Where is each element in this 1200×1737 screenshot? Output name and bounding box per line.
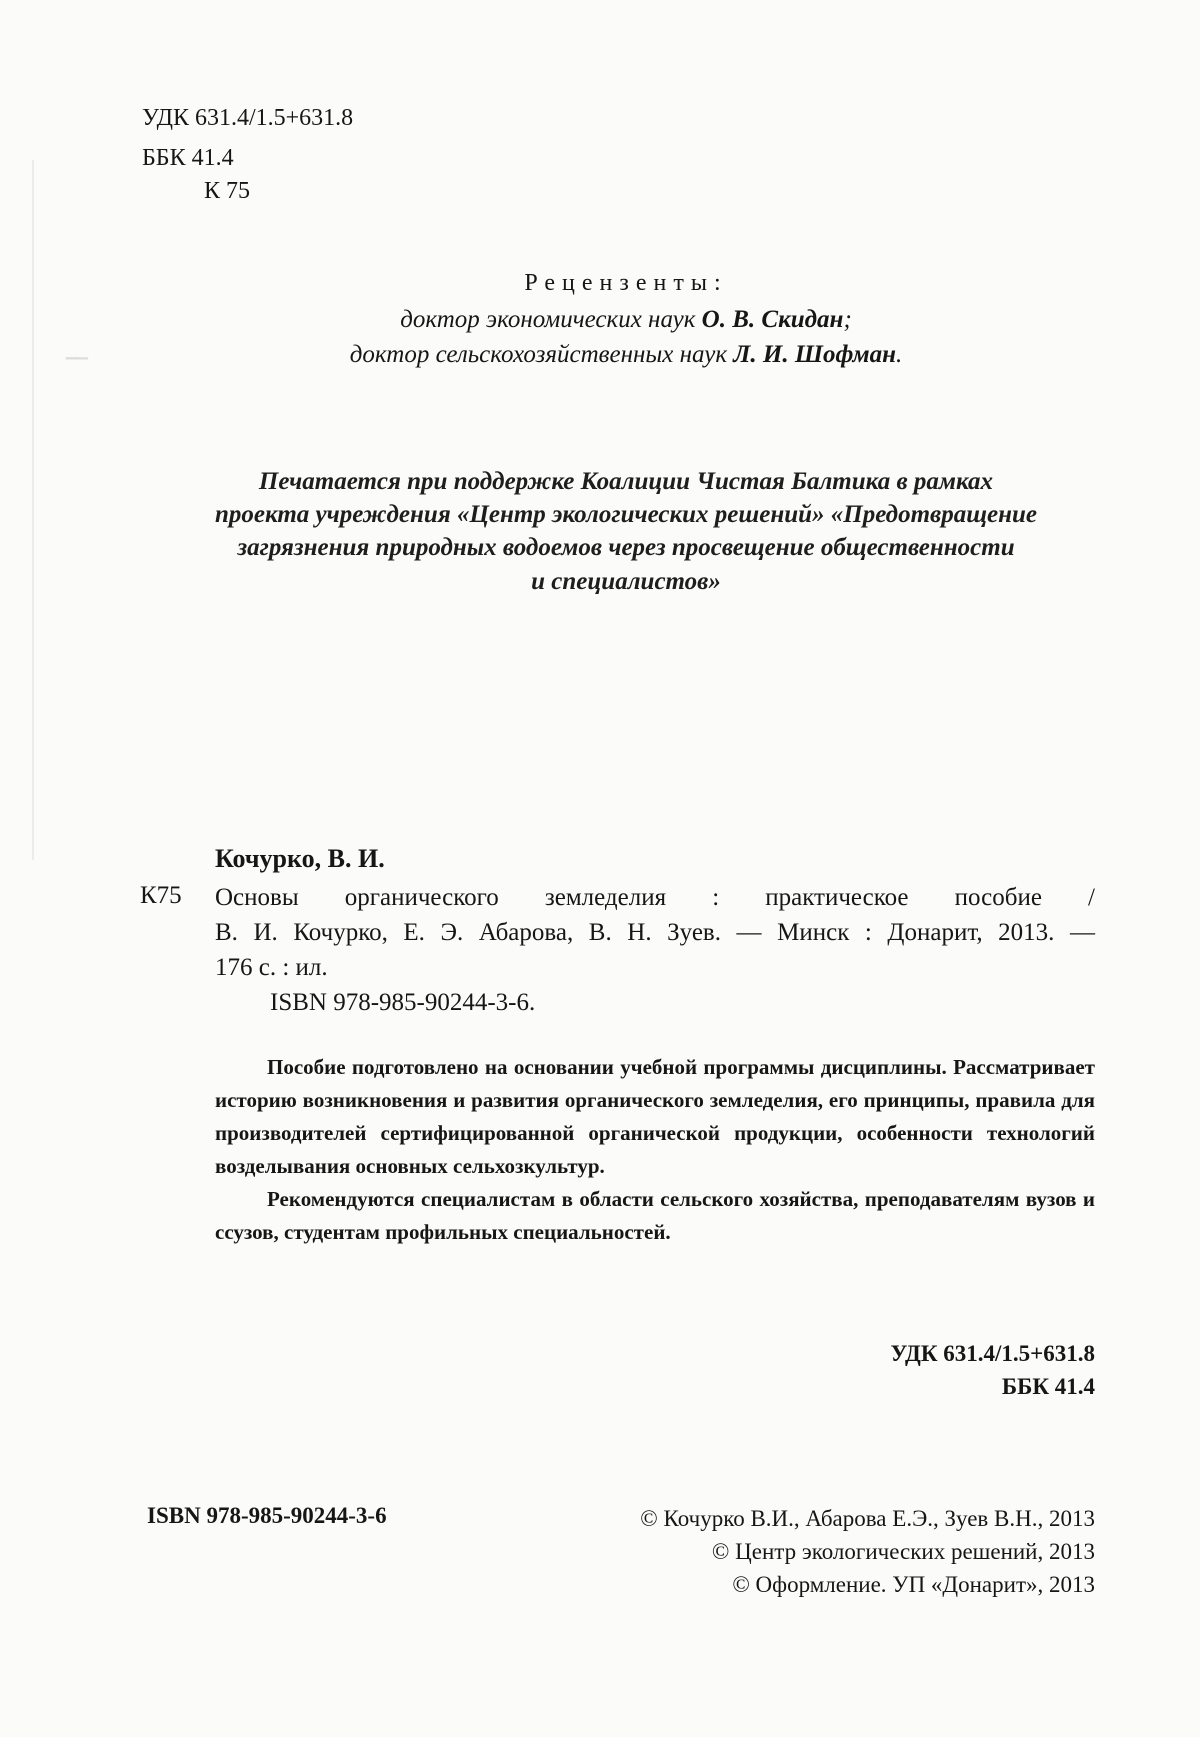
bib-line: 176 с. : ил.: [215, 954, 328, 981]
annotation-paragraph: [215, 1051, 1095, 1183]
annotation-paragraph: [215, 1183, 1095, 1249]
author-mark-top: К 75: [204, 178, 251, 204]
annotation-text: Пособие подготовлено на основании учебной программы дисциплины. Рассматривает историю возникновения и развития органического земледелия, его принципы, правила для производителей сертифицированной органической продукции, особенности технологий возделывания основных сельхозкультур.: [215, 1055, 1095, 1178]
udc-code-bottom: УДК 631.4/1.5+631.8: [890, 1341, 1095, 1366]
udc-code-top: УДК 631.4/1.5+631.8: [142, 105, 354, 131]
copyright-line: © Оформление. УП «Донарит», 2013: [732, 1572, 1095, 1597]
copyright-block: [640, 1502, 1095, 1601]
support-note-line: и специалистов»: [531, 568, 721, 595]
bib-isbn: ISBN 978-985-90244-3-6.: [270, 989, 536, 1016]
bbk-code-top: ББК 41.4: [142, 145, 234, 171]
isbn-bottom: ISBN 978-985-90244-3-6: [147, 1503, 387, 1528]
annotation-text: Рекомендуются специалистам в области сельского хозяйства, преподавателям вузов и ссузов, студентам профильных специальностей.: [215, 1187, 1095, 1244]
bib-record-body: [215, 880, 1095, 1020]
bib-line: Основы органического земледелия : практическое пособие /: [215, 884, 1095, 911]
reviewer-suffix: .: [895, 341, 903, 368]
support-note-line: Печатается при поддержке Коалиции Чистая Балтика в рамках: [258, 468, 994, 495]
bib-line: В. И. Кочурко, Е. Э. Абарова, В. Н. Зуев. — Минск : Донарит, 2013. —: [215, 919, 1095, 946]
classification-bottom: [890, 1337, 1095, 1403]
bib-author-heading: Кочурко, В. И.: [215, 844, 385, 873]
reviewers-heading: Рецензенты:: [524, 270, 728, 296]
reviewer-line: [0, 306, 1200, 334]
reviewer-name: О. В. Скидан: [701, 306, 844, 333]
show-through-mark: ̵̵̵ ̵: [72, 336, 82, 381]
bib-author-code: К75: [140, 882, 182, 909]
copyright-line: © Кочурко В.И., Абарова Е.Э., Зуев В.Н., 2013: [640, 1506, 1095, 1531]
support-note-line: загрязнения природных водоемов через просвещение общественности: [237, 534, 1015, 561]
support-note-line: проекта учреждения «Центр экологических решений» «Предотвращение: [215, 501, 1037, 528]
reviewer-line: [0, 341, 1200, 369]
annotation: [215, 1051, 1095, 1249]
bbk-code-bottom: ББК 41.4: [1001, 1374, 1095, 1399]
reviewer-degree: доктор экономических наук: [400, 306, 702, 333]
reviewer-suffix: ;: [843, 306, 852, 333]
reviewer-degree: доктор сельскохозяйственных наук: [349, 341, 734, 368]
copyright-line: © Центр экологических решений, 2013: [711, 1539, 1095, 1564]
reviewer-name: Л. И. Шофман: [733, 341, 896, 368]
